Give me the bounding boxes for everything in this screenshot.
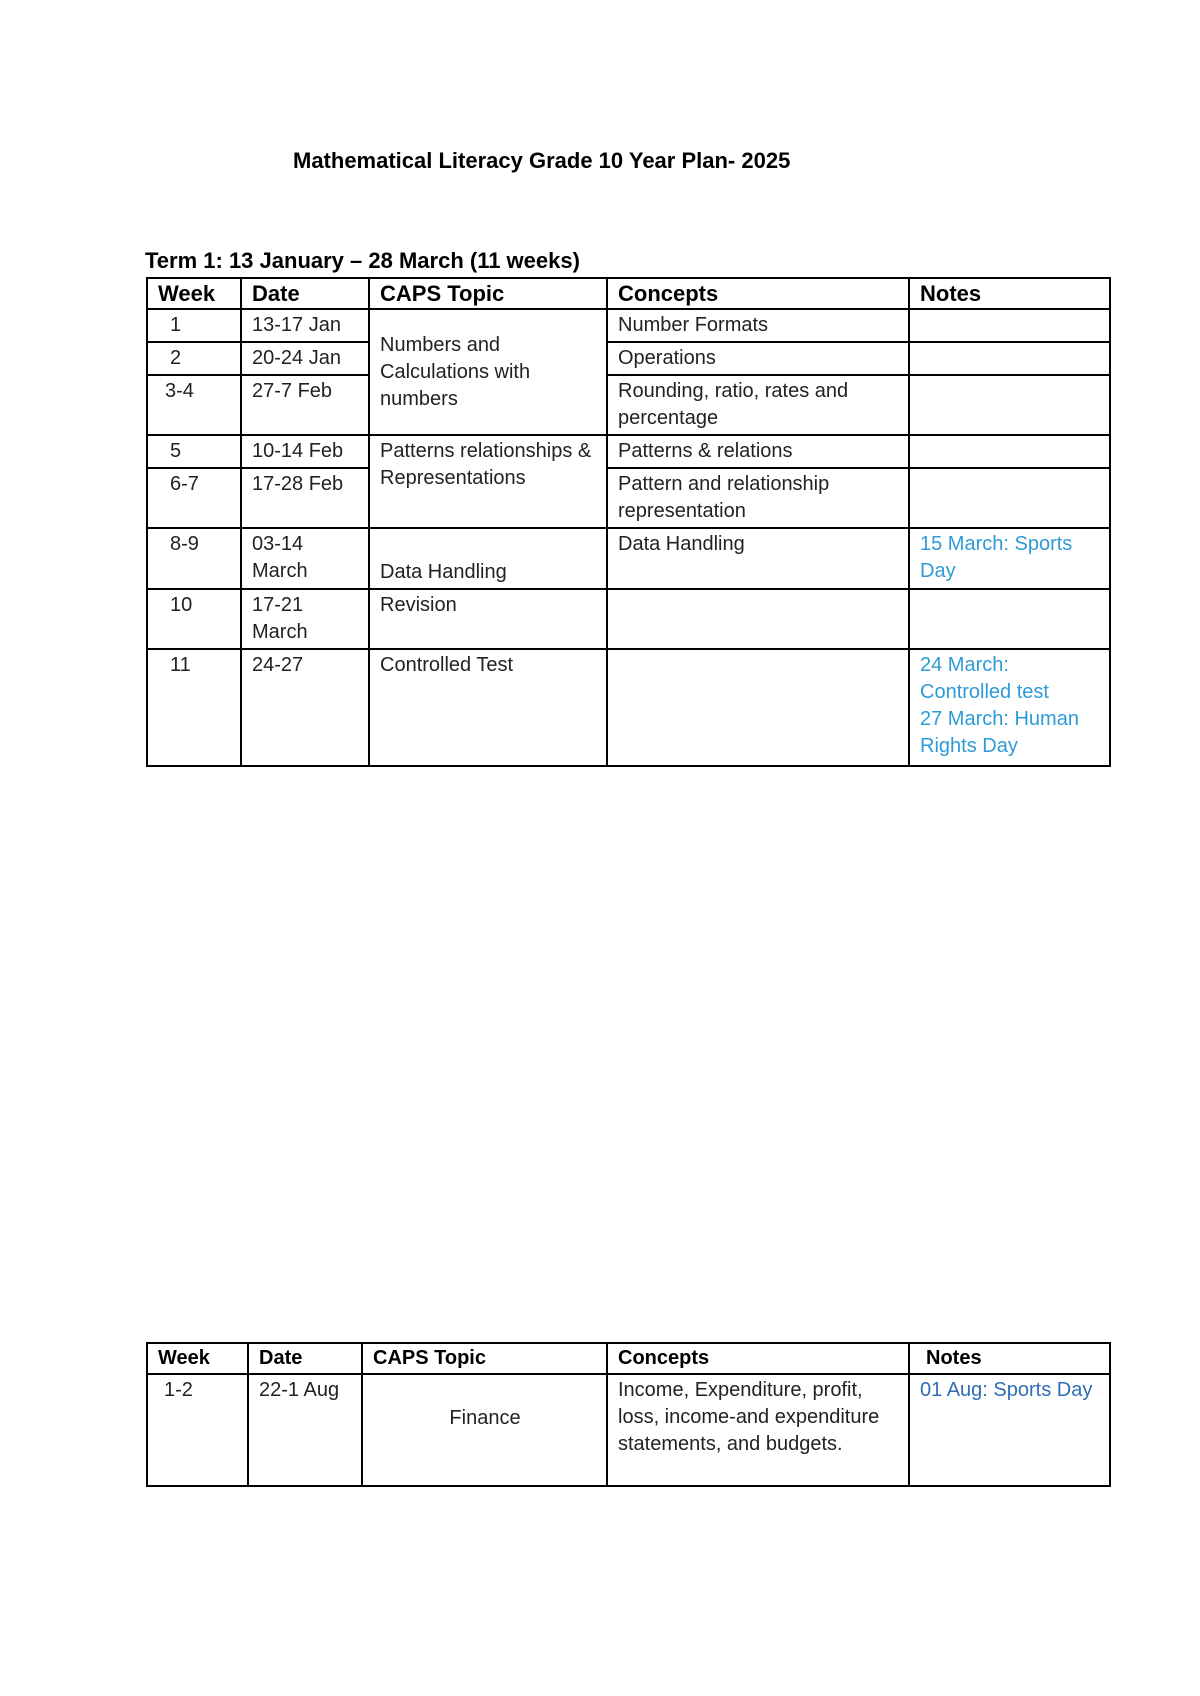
table-row: [147, 375, 1110, 435]
header-notes: Notes: [909, 1343, 1110, 1374]
cell-week: 8-9: [147, 528, 241, 589]
cell-notes: [909, 649, 1110, 766]
cell-date: 17-28 Feb: [241, 468, 369, 528]
cell-date: 22-1 Aug: [248, 1374, 362, 1486]
cell-topic: Data Handling: [369, 528, 607, 589]
page-title: Mathematical Literacy Grade 10 Year Plan- 2025: [293, 148, 791, 173]
cell-concepts: Number Formats: [607, 309, 909, 342]
cell-week: 1: [147, 309, 241, 342]
cell-week: 10: [147, 589, 241, 649]
note-human-rights-day: 27 March: Human Rights Day: [920, 708, 1079, 757]
table-row: [147, 589, 1110, 649]
cell-concepts: Pattern and relationship representation: [607, 468, 909, 528]
header-notes: Notes: [909, 278, 1110, 309]
table-row: [147, 1374, 1110, 1486]
cell-notes: 01 Aug: Sports Day: [909, 1374, 1110, 1486]
cell-concepts: Data Handling: [607, 528, 909, 589]
cell-week: 2: [147, 342, 241, 375]
cell-notes: [909, 435, 1110, 468]
table-row: [147, 435, 1110, 468]
cell-date: 10-14 Feb: [241, 435, 369, 468]
cell-notes: [909, 468, 1110, 528]
table-row: [147, 342, 1110, 375]
note-controlled-test: 24 March: Controlled test: [920, 654, 1049, 703]
header-concepts: Concepts: [607, 1343, 909, 1374]
cell-concepts: Operations: [607, 342, 909, 375]
cell-notes: [909, 375, 1110, 435]
cell-date: 03-14 March: [241, 528, 369, 589]
cell-week: 5: [147, 435, 241, 468]
cell-date: 24-27: [241, 649, 369, 766]
cell-date: 27-7 Feb: [241, 375, 369, 435]
cell-notes: [909, 342, 1110, 375]
cell-concepts: Patterns & relations: [607, 435, 909, 468]
header-caps-topic: CAPS Topic: [369, 278, 607, 309]
cell-week: 11: [147, 649, 241, 766]
topic-finance: Finance: [449, 1407, 521, 1429]
cell-week: 3-4: [147, 375, 241, 435]
cell-notes: [909, 589, 1110, 649]
term3-table: [146, 1342, 1111, 1487]
cell-topic: Revision: [369, 589, 607, 649]
cell-week: 6-7: [147, 468, 241, 528]
cell-concepts: Income, Expenditure, profit, loss, income-and expenditure statements, and budgets.: [607, 1374, 909, 1486]
cell-week: 1-2: [147, 1374, 248, 1486]
cell-notes: 15 March: Sports Day: [909, 528, 1110, 589]
cell-topic: Patterns relationships & Representations: [369, 435, 607, 528]
header-week: Week: [147, 278, 241, 309]
table-header-row: [147, 1343, 1110, 1374]
cell-topic: Numbers and Calculations with numbers: [369, 309, 607, 435]
header-concepts: Concepts: [607, 278, 909, 309]
cell-concepts: [607, 589, 909, 649]
cell-notes: [909, 309, 1110, 342]
table-row: [147, 309, 1110, 342]
header-date: Date: [248, 1343, 362, 1374]
header-week: Week: [147, 1343, 248, 1374]
table-row: [147, 468, 1110, 528]
table-header-row: [147, 278, 1110, 309]
term1-table: [146, 277, 1111, 767]
header-date: Date: [241, 278, 369, 309]
term1-heading: Term 1: 13 January – 28 March (11 weeks): [145, 248, 580, 273]
cell-date: 20-24 Jan: [241, 342, 369, 375]
cell-concepts: Rounding, ratio, rates and percentage: [607, 375, 909, 435]
cell-topic: Controlled Test: [369, 649, 607, 766]
cell-date: 17-21 March: [241, 589, 369, 649]
cell-date: 13-17 Jan: [241, 309, 369, 342]
table-row: [147, 649, 1110, 766]
cell-concepts: [607, 649, 909, 766]
table-row: [147, 528, 1110, 589]
cell-topic: [362, 1374, 607, 1486]
header-caps-topic: CAPS Topic: [362, 1343, 607, 1374]
